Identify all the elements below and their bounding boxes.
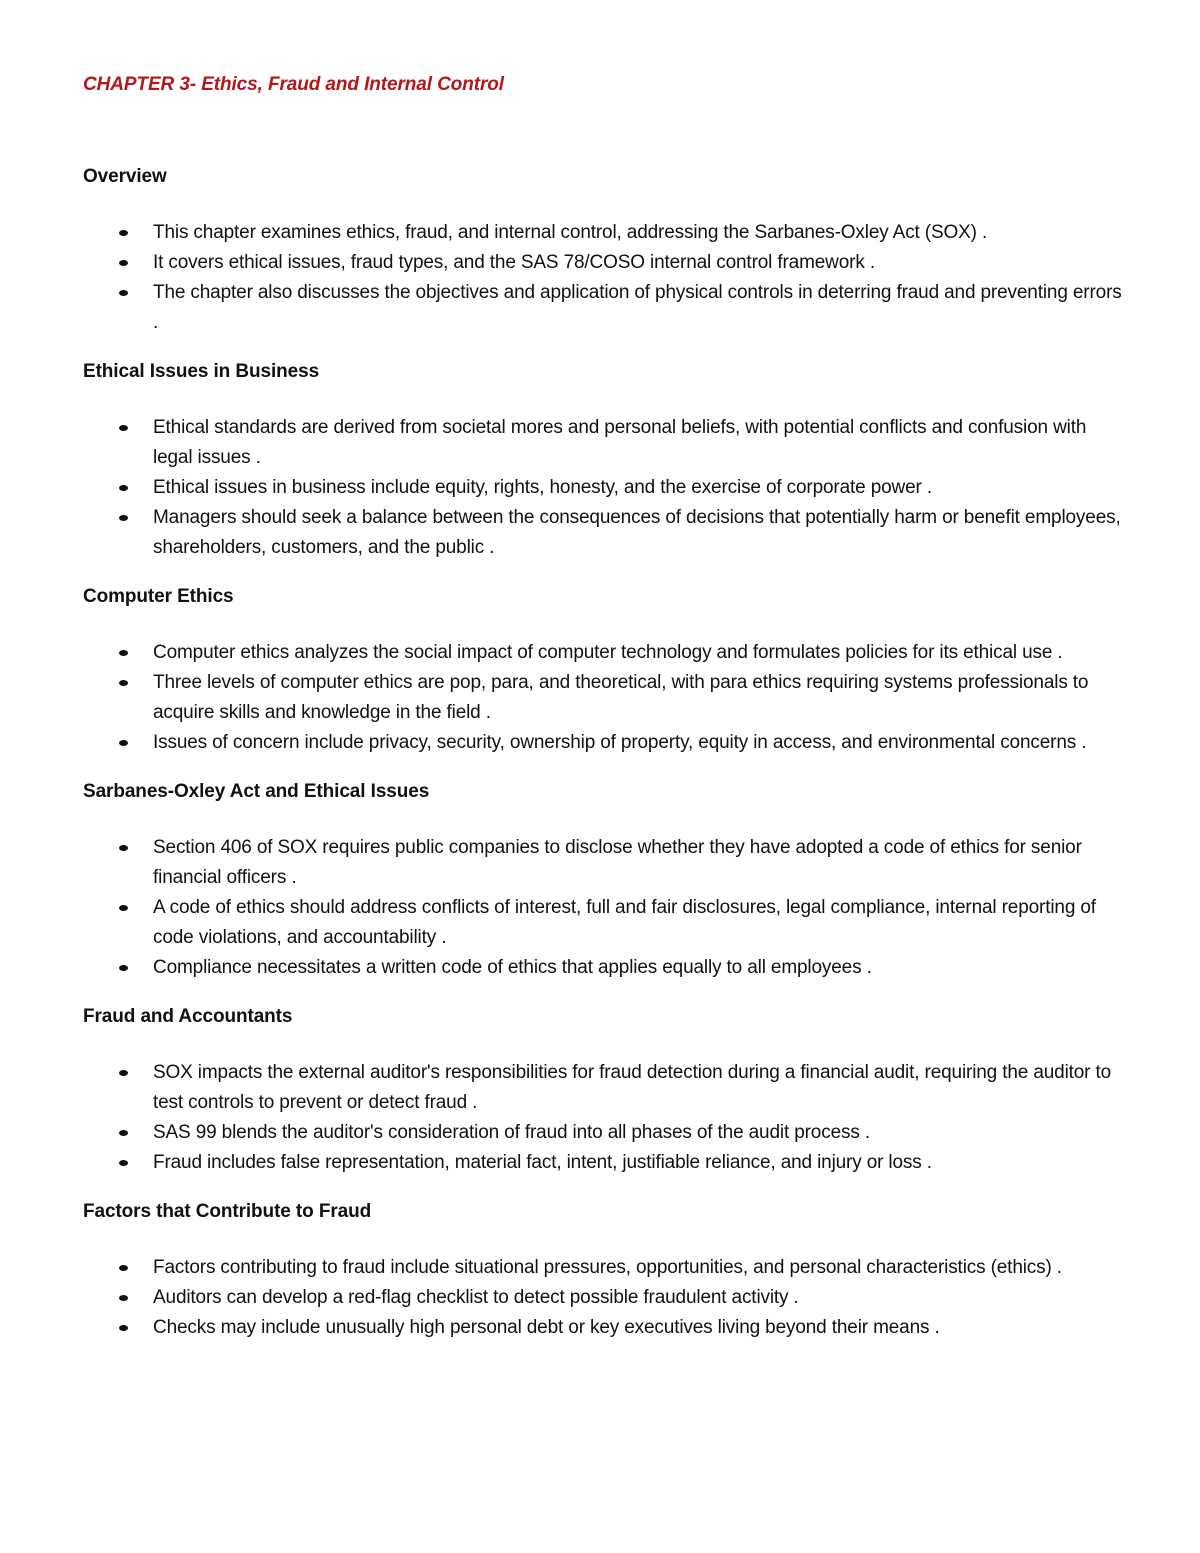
bullet-item — [83, 893, 1123, 953]
document-page — [83, 72, 1123, 1343]
document-body — [83, 164, 1123, 1343]
bullet-dot-icon — [119, 260, 128, 266]
section-overview — [83, 164, 1123, 338]
bullet-text: Factors contributing to fraud include situational pressures, opportunities, and personal characteristics (ethics) . — [153, 1257, 1062, 1278]
bullet-text: Ethical standards are derived from societal mores and personal beliefs, with potential conflicts and confusion with legal issues . — [153, 417, 1087, 468]
bullet-dot-icon — [119, 230, 128, 236]
section-sarbanes-oxley-act-and-ethical-issues — [83, 779, 1123, 983]
bullet-text: This chapter examines ethics, fraud, and internal control, addressing the Sarbanes-Oxley Act (SOX) . — [153, 222, 988, 243]
bullet-text: Compliance necessitates a written code of ethics that applies equally to all employees . — [153, 957, 872, 978]
bullet-dot-icon — [119, 965, 128, 971]
bullet-dot-icon — [119, 845, 128, 851]
bullet-item — [83, 278, 1123, 338]
bullet-dot-icon — [119, 650, 128, 656]
bullet-item — [83, 1313, 1123, 1343]
section-ethical-issues-in-business — [83, 359, 1123, 563]
section-heading: Fraud and Accountants — [83, 1006, 293, 1027]
bullet-dot-icon — [119, 1070, 128, 1076]
bullet-text: The chapter also discusses the objectives and application of physical controls in deterring fraud and preventing errors . — [153, 282, 1122, 333]
bullet-dot-icon — [119, 1160, 128, 1166]
bullet-item — [83, 638, 1123, 668]
bullet-dot-icon — [119, 290, 128, 296]
bullet-dot-icon — [119, 905, 128, 911]
bullet-item — [83, 248, 1123, 278]
bullet-text: It covers ethical issues, fraud types, and the SAS 78/COSO internal control framework . — [153, 252, 875, 273]
bullet-list — [83, 413, 1123, 563]
bullet-text: Checks may include unusually high personal debt or key executives living beyond their means . — [153, 1317, 940, 1338]
bullet-item — [83, 1118, 1123, 1148]
section-heading: Ethical Issues in Business — [83, 361, 320, 382]
bullet-text: Section 406 of SOX requires public companies to disclose whether they have adopted a code of ethics for senior financial officers . — [153, 837, 1082, 888]
bullet-item — [83, 1148, 1123, 1178]
bullet-text: Ethical issues in business include equity, rights, honesty, and the exercise of corporate power . — [153, 477, 932, 498]
bullet-item — [83, 833, 1123, 893]
bullet-text: Issues of concern include privacy, security, ownership of property, equity in access, and environmental concerns . — [153, 732, 1087, 753]
bullet-text: Fraud includes false representation, material fact, intent, justifiable reliance, and injury or loss . — [153, 1152, 932, 1173]
bullet-item — [83, 668, 1123, 728]
bullet-text: Managers should seek a balance between the consequences of decisions that potentially harm or benefit employees, shareholders, customers, and the public . — [153, 507, 1121, 558]
bullet-item — [83, 953, 1123, 983]
chapter-title: CHAPTER 3- Ethics, Fraud and Internal Control — [83, 74, 504, 95]
bullet-item — [83, 413, 1123, 473]
bullet-dot-icon — [119, 515, 128, 521]
bullet-item — [83, 1283, 1123, 1313]
bullet-item — [83, 218, 1123, 248]
bullet-list — [83, 1058, 1123, 1178]
bullet-dot-icon — [119, 425, 128, 431]
bullet-list — [83, 833, 1123, 983]
bullet-text: A code of ethics should address conflicts of interest, full and fair disclosures, legal compliance, internal reporting of code violations, and accountability . — [153, 897, 1096, 948]
bullet-list — [83, 218, 1123, 338]
bullet-dot-icon — [119, 1265, 128, 1271]
section-factors-that-contribute-to-fraud — [83, 1199, 1123, 1343]
bullet-dot-icon — [119, 680, 128, 686]
bullet-text: SAS 99 blends the auditor's consideration of fraud into all phases of the audit process . — [153, 1122, 870, 1143]
section-computer-ethics — [83, 584, 1123, 758]
bullet-text: Three levels of computer ethics are pop, para, and theoretical, with para ethics requiring systems professionals to acquire skills and knowledge in the field . — [153, 672, 1089, 723]
bullet-dot-icon — [119, 485, 128, 491]
bullet-item — [83, 473, 1123, 503]
bullet-item — [83, 728, 1123, 758]
section-heading: Sarbanes-Oxley Act and Ethical Issues — [83, 781, 430, 802]
bullet-dot-icon — [119, 740, 128, 746]
section-fraud-and-accountants — [83, 1004, 1123, 1178]
section-heading: Computer Ethics — [83, 586, 234, 607]
bullet-item — [83, 1058, 1123, 1118]
bullet-list — [83, 1253, 1123, 1343]
bullet-item — [83, 1253, 1123, 1283]
bullet-item — [83, 503, 1123, 563]
bullet-text: SOX impacts the external auditor's responsibilities for fraud detection during a financial audit, requiring the auditor to test controls to prevent or detect fraud . — [153, 1062, 1112, 1113]
bullet-text: Auditors can develop a red-flag checklist to detect possible fraudulent activity . — [153, 1287, 799, 1308]
section-heading: Overview — [83, 166, 167, 187]
section-heading: Factors that Contribute to Fraud — [83, 1201, 372, 1222]
bullet-dot-icon — [119, 1295, 128, 1301]
bullet-text: Computer ethics analyzes the social impact of computer technology and formulates policies for its ethical use . — [153, 642, 1063, 663]
bullet-list — [83, 638, 1123, 758]
bullet-dot-icon — [119, 1130, 128, 1136]
bullet-dot-icon — [119, 1325, 128, 1331]
